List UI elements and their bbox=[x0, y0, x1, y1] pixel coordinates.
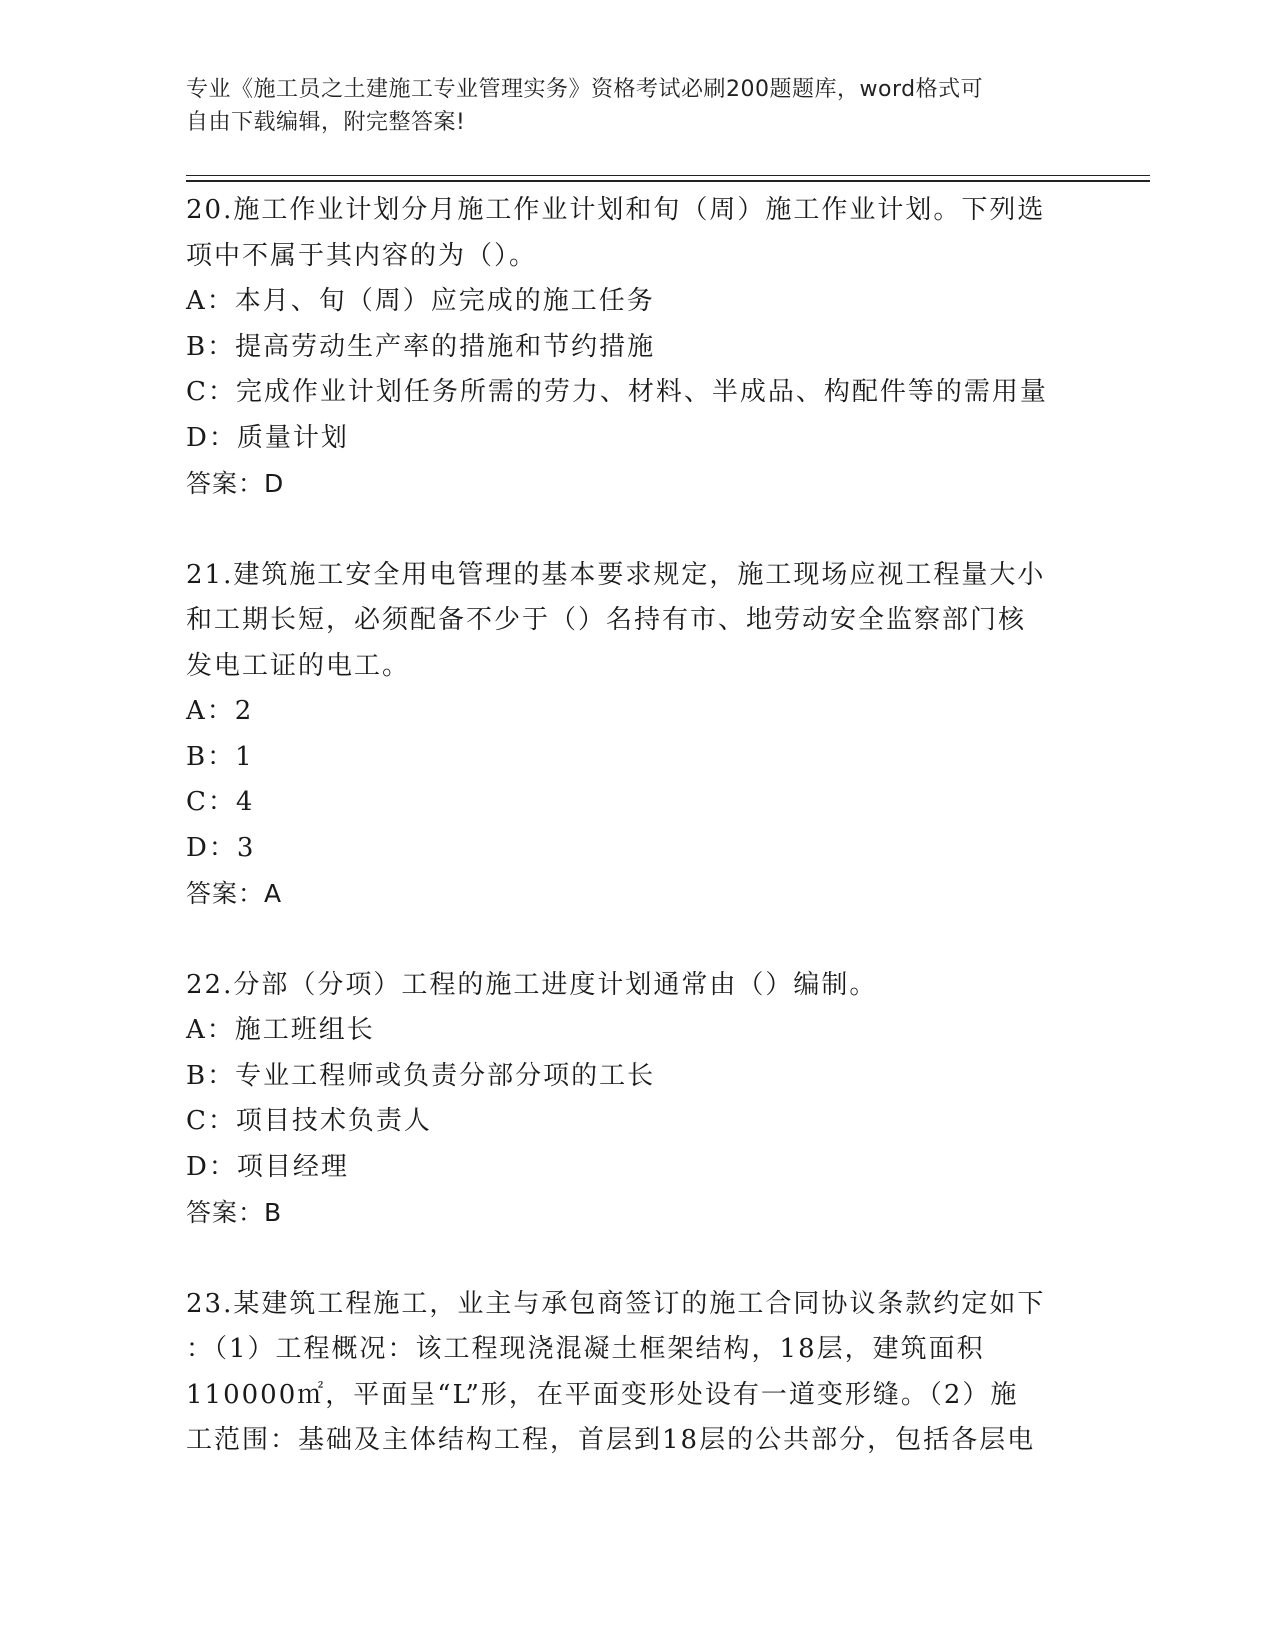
answer: 答案：D bbox=[186, 469, 285, 498]
option-c: C：4 bbox=[186, 787, 255, 817]
question-text-line: 项中不属于其内容的为（）。 bbox=[186, 240, 538, 271]
option-c: C：完成作业计划任务所需的劳力、材料、半成品、构配件等的需用量 bbox=[186, 377, 1048, 407]
option-d: D：项目经理 bbox=[186, 1151, 349, 1182]
question-text-line: 21.建筑施工安全用电管理的基本要求规定，施工现场应视工程量大小 bbox=[186, 559, 1046, 590]
option-b: B：专业工程师或负责分部分项的工长 bbox=[186, 1060, 656, 1091]
question-list bbox=[186, 188, 1076, 1510]
question-text-line: 22.分部（分项）工程的施工进度计划通常由（）编制。 bbox=[186, 969, 878, 1000]
question-text-line: ：（1）工程概况：该工程现浇混凝土框架结构，18层，建筑面积 bbox=[186, 1334, 985, 1364]
option-b: B：1 bbox=[186, 741, 254, 772]
question-23 bbox=[186, 1282, 1076, 1464]
question-21 bbox=[186, 553, 1076, 917]
header-divider-thin bbox=[186, 175, 1150, 176]
question-text-line: 110000㎡，平面呈“L”形，在平面变形处设有一道变形缝。（2）施 bbox=[186, 1379, 1019, 1410]
option-a: A：施工班组长 bbox=[186, 1015, 375, 1045]
question-text-line: 发电工证的电工。 bbox=[186, 650, 411, 681]
question-text-line: 工范围：基础及主体结构工程，首层到18层的公共部分，包括各层电 bbox=[186, 1425, 1036, 1455]
header-line-2: 自由下载编辑，附完整答案! bbox=[186, 110, 466, 135]
option-d: D：3 bbox=[186, 832, 256, 863]
header-divider-thick bbox=[186, 180, 1150, 182]
option-a: A：本月、旬（周）应完成的施工任务 bbox=[186, 286, 655, 316]
answer: 答案：A bbox=[186, 879, 283, 908]
option-d: D：质量计划 bbox=[186, 422, 349, 453]
question-text-line: 20.施工作业计划分月施工作业计划和旬（周）施工作业计划。下列选 bbox=[186, 195, 1046, 225]
question-20 bbox=[186, 188, 1076, 507]
option-b: B：提高劳动生产率的措施和节约措施 bbox=[186, 331, 656, 362]
answer: 答案：B bbox=[186, 1198, 283, 1227]
question-22 bbox=[186, 963, 1076, 1236]
question-text-line: 23.某建筑工程施工，业主与承包商签订的施工合同协议条款约定如下 bbox=[186, 1288, 1046, 1319]
option-a: A：2 bbox=[186, 696, 254, 726]
header-line-1: 专业《施工员之土建施工专业管理实务》资格考试必刷200题题库，word格式可 bbox=[186, 77, 984, 102]
document-header bbox=[186, 73, 1066, 139]
question-text-line: 和工期长短，必须配备不少于（）名持有市、地劳动安全监察部门核 bbox=[186, 605, 1027, 635]
option-c: C：项目技术负责人 bbox=[186, 1106, 432, 1136]
